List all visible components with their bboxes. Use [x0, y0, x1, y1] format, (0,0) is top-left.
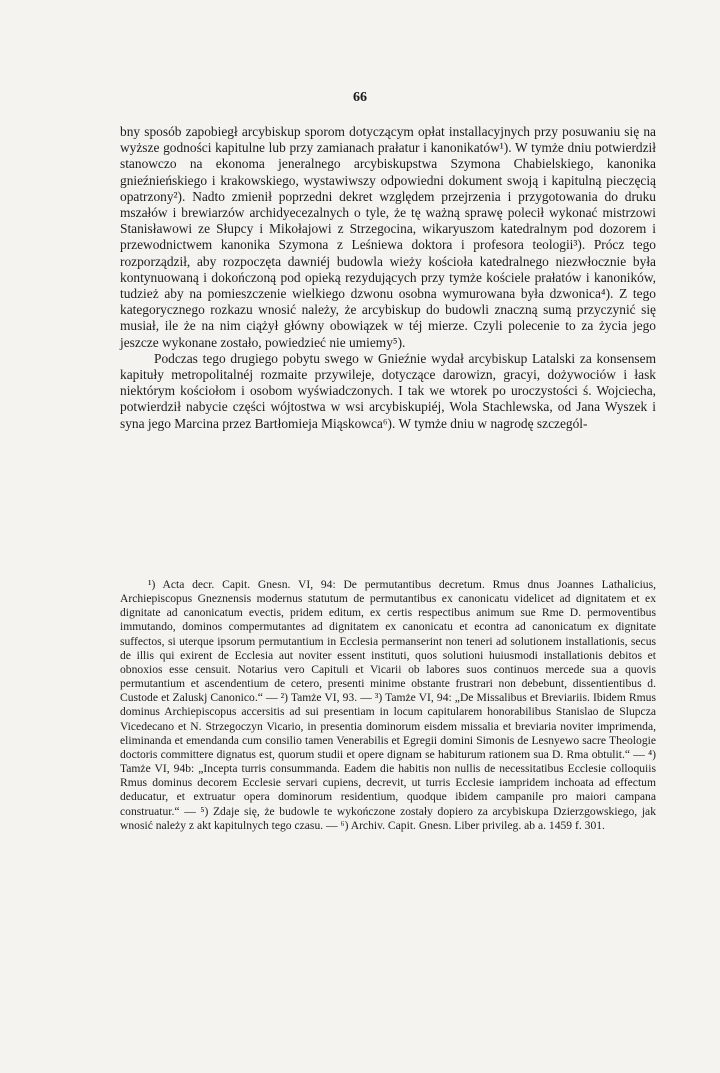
footnotes [120, 578, 656, 833]
footnote-text: ¹) Acta decr. Capit. Gnesn. VI, 94: De permutantibus decretum. Rmus dnus Joannes Lathalicius, Archiepiscopus Gneznensis modernus statutum de permutantibus ex canonicatu videlicet ad dignitatem et ex dignitate ad canonicatum evectis, pridem editum, ex certis respectibus animum sue Rme D. permoventibus immutando, dominos compermutantes ad dignitatem ex canonicatu et econtra ad canonicatum ex dignitate suffectos, si uterque ipsorum permutantium in Ecclesia permanserint non teneri ad solutionem installationis, secus de illis qui exirent de Ecclesia aut noviter essent instituti, quos solutioni huiusmodi installationis debitos et obnoxios esse censuit. Notarius vero Capituli et Vicarii ob labores suos continuos mercede sua a quovis permutantium et ascendentium de cetero, presenti minime obstante frustrari non debebunt, dissentientibus d. Custode et Zaluskj Canonico.“ — ²) Tamże VI, 93. — ³) Tamże VI, 94: „De Missalibus et Breviariis. Ibidem Rmus dominus Archiepiscopus accersitis ad sui presentiam in locum capitularem honorabilibus Stanislao de Slupcza Vicedecano et N. Strzegoczyn Vicario, in presentia dominorum eisdem missalia et breviaria noviter imprimenda, eliminanda et emendanda cum consilio tamen Venerabilis et Egregii domini Simonis de Lesnyewo sacre Theologie doctoris committere dignatus est, quorum studii et opere dignam se habiturum rationem sua D. Rma obtulit.“ — ⁴) Tamże VI, 94b: „Incepta turris consummanda. Eadem die habitis non nullis de necessitatibus Ecclesie colloquiis Rmus dominus decorem Ecclesie servari cupiens, decrevit, ut turris Ecclesie iampridem inchoata ad effectum deducatur, et extruatur opera dominorum residentium, quodque ibidem campanile pro maiori campana construatur.“ — ⁵) Zdaje się, że budowle te wykończone zostały dopiero za arcybiskupa Dzierzgowskiego, jak wnosić należy z akt kapitulnych tego czasu. — ⁶) Archiv. Capit. Gnesn. Liber privileg. ab a. 1459 f. 301. [120, 578, 656, 832]
main-text [120, 124, 656, 432]
body-paragraph: bny sposób zapobiegł arcybiskup sporom dotyczącym opłat installacyjnych przy posuwaniu się na wyższe godności kapitulne lub przy zamianach prałatur i kanonikatów¹). W tymże dniu potwierdził stanowczo na ekonoma jeneralnego arcybiskupstwa Szymona Chabielskiego, kanonika gnieźnieńskiego i krakowskiego, wystawiwszy odpowiedni dokument swoją i kapitulną pieczęcią opatrzony²). Nadto zmienił poprzedni dekret względem przejrzenia i przygotowania do druku mszałów i brewiarzów archidyecezalnych o tyle, że tę ważną sprawę polecił wykonać mistrzowi Stanisławowi ze Słupcy i Mikołajowi z Strzegocina, wikaryuszom katedralnym pod dozorem i przewodnictwem kanonika Szymona z Leśniewa doktora i profesora teologii³). Prócz tego rozporządził, aby rozpoczęta dawniéj budowla wieży kościoła katedralnego niezwłocznie była kontynuowaną i dokończoną pod opieką rezydujących przy tymże kościele prałatów i kanoników, tudzież aby na pomieszczenie wielkiego dzwonu osobna wymurowana była dzwonica⁴). Z tego kategorycznego rozkazu wnosić należy, że arcybiskup do budowli znaczną sumą przyczynić się musiał, ile że na nim ciążył główny obowiązek w téj mierze. Czyli polecenie to za życia jego jeszcze wykonane zostało, powiedzieć nie umiemy⁵). [120, 124, 656, 350]
body-paragraph: Podczas tego drugiego pobytu swego w Gnieźnie wydał arcybiskup Latalski za konsensem kapituły metropolitalnéj rozmaite przywileje, dotyczące darowizn, gracyi, dożywociów i łask niektórym kościołom i osobom wyświadczonych. I tak we wtorek po uroczystości ś. Wojciecha, potwierdził nabycie części wójtostwa w wsi arcybiskupiéj, Wola Stachlewska, od Jana Wyszek i syna jego Marcina przez Bartłomieja Miąskowca⁶). W tymże dniu w nagrodę szczegól- [120, 350, 656, 431]
page-number: 66 [353, 90, 367, 105]
